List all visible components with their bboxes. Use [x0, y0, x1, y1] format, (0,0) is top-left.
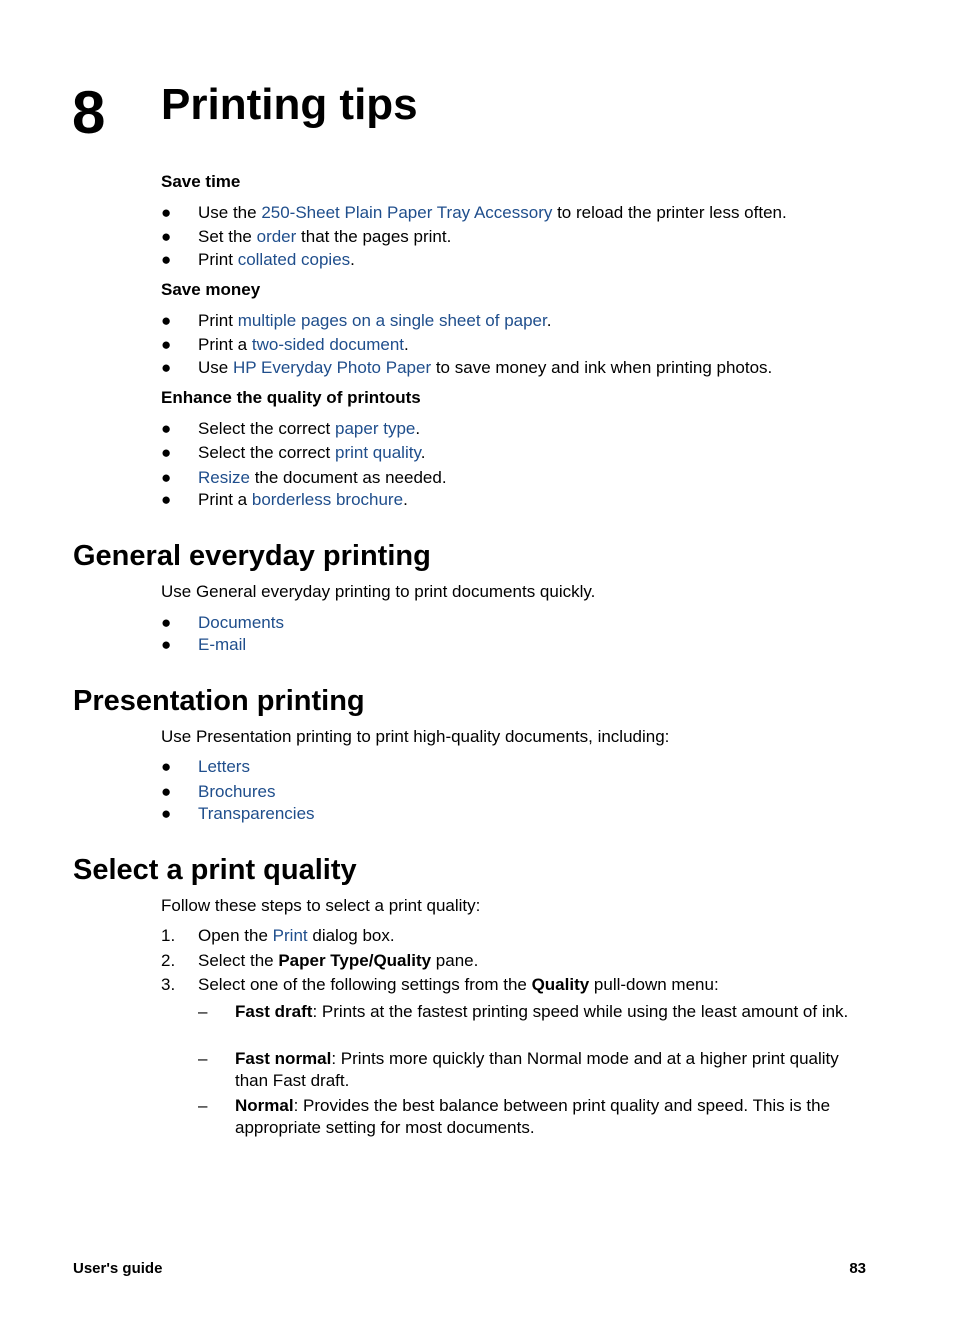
chapter-title: Printing tips: [161, 80, 418, 129]
bullet-icon: ●: [161, 757, 172, 776]
general-printing-intro: Use General everyday printing to print documents quickly.: [161, 582, 596, 601]
link-collated-copies[interactable]: collated copies: [237, 250, 351, 269]
link-two-sided[interactable]: two-sided document: [251, 335, 404, 354]
print-quality-heading: Select a print quality: [73, 854, 357, 886]
link-print-dialog[interactable]: Print: [272, 926, 308, 945]
bullet-icon: ●: [161, 782, 172, 801]
step-number: 2.: [161, 951, 176, 970]
enhance-heading: Enhance the quality of printouts: [161, 388, 421, 407]
step-number: 3.: [161, 975, 176, 994]
link-borderless-brochure[interactable]: borderless brochure: [251, 490, 404, 509]
chapter-number: 8: [72, 79, 106, 146]
bullet-icon: ●: [161, 419, 172, 438]
link-tray-accessory[interactable]: 250-Sheet Plain Paper Tray Accessory: [261, 203, 553, 222]
link-brochures[interactable]: Brochures: [198, 782, 276, 801]
bullet-icon: ●: [161, 311, 172, 330]
bullet-icon: ●: [161, 443, 172, 462]
step-number: 1.: [161, 926, 176, 945]
page-number: 83: [849, 1260, 866, 1277]
bullet-icon: ●: [161, 203, 172, 222]
bullet-icon: ●: [161, 358, 172, 377]
save-money-heading: Save money: [161, 280, 261, 299]
general-printing-heading: General everyday printing: [73, 540, 431, 572]
link-multiple-pages[interactable]: multiple pages on a single sheet of paper: [237, 311, 547, 330]
save-time-heading: Save time: [161, 172, 241, 191]
bullet-icon: ●: [161, 635, 172, 654]
bullet-icon: ●: [161, 335, 172, 354]
print-quality-intro: Follow these steps to select a print quality:: [161, 896, 481, 915]
dash-icon: –: [198, 1002, 208, 1021]
link-documents[interactable]: Documents: [198, 613, 284, 632]
link-print-quality[interactable]: print quality: [335, 443, 421, 462]
bullet-icon: ●: [161, 804, 172, 823]
presentation-printing-intro: Use Presentation printing to print high-quality documents, including:: [161, 727, 670, 746]
link-photo-paper[interactable]: HP Everyday Photo Paper: [232, 358, 432, 377]
bullet-icon: ●: [161, 468, 172, 487]
footer-guide-title: User's guide: [73, 1260, 163, 1277]
bullet-icon: ●: [161, 490, 172, 509]
link-resize[interactable]: Resize: [198, 468, 250, 487]
bullet-icon: ●: [161, 250, 172, 269]
dash-icon: –: [198, 1049, 208, 1068]
presentation-printing-heading: Presentation printing: [73, 685, 365, 717]
link-paper-type[interactable]: paper type: [335, 419, 416, 438]
bullet-icon: ●: [161, 227, 172, 246]
link-email[interactable]: E-mail: [198, 635, 247, 654]
dash-icon: –: [198, 1096, 208, 1115]
bullet-icon: ●: [161, 613, 172, 632]
link-order[interactable]: order: [256, 227, 297, 246]
link-transparencies[interactable]: Transparencies: [198, 804, 315, 823]
link-letters[interactable]: Letters: [198, 757, 250, 776]
